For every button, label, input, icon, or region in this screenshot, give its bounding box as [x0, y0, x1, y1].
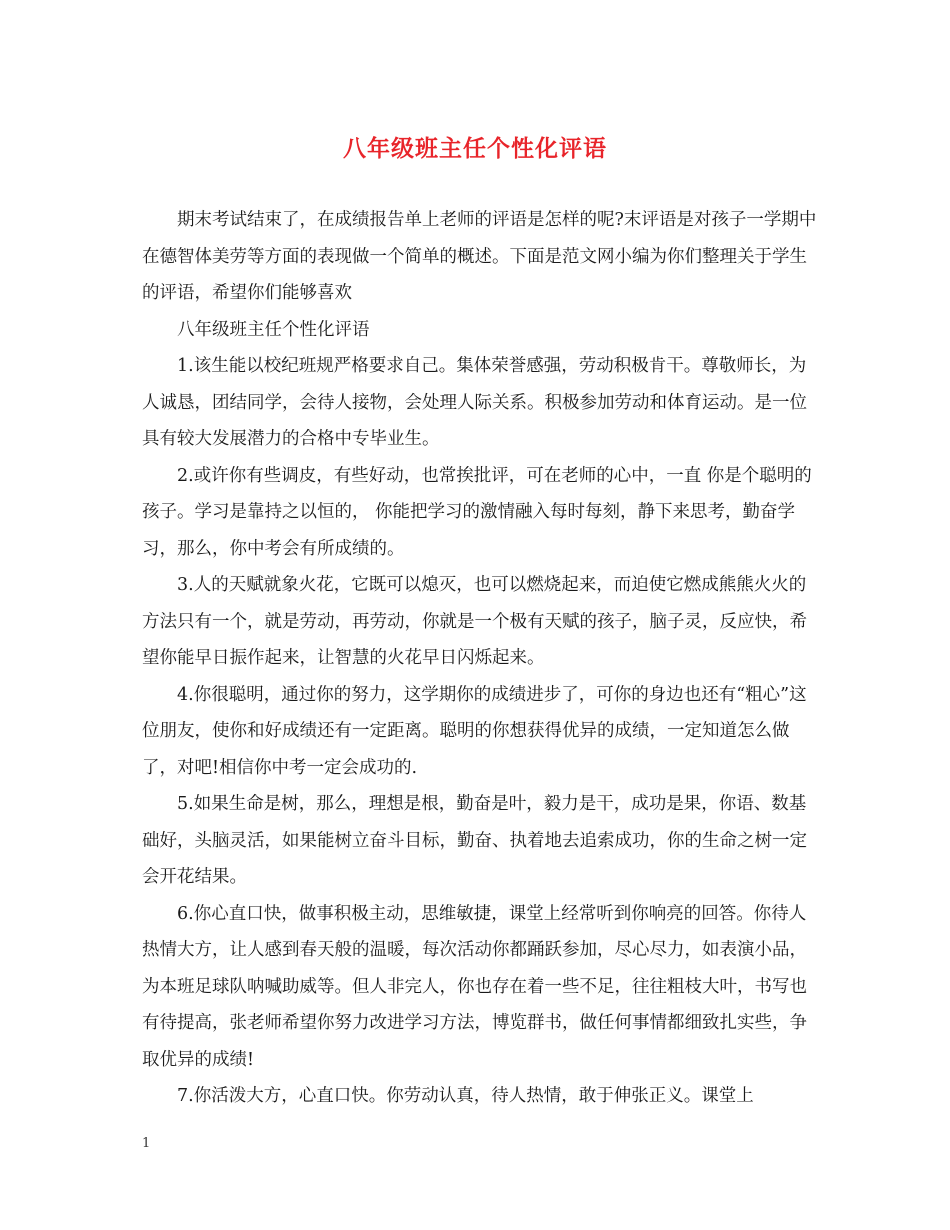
comment-paragraph-3: 3.人的天赋就象火花，它既可以熄灭，也可以燃烧起来，而迫使它燃成熊熊火火的方法只有一个，就是劳动，再劳动，你就是一个极有天赋的孩子，脑子灵，反应快，希望你能早日振作起来，让智慧的火花早日闪烁起来。 — [142, 575, 807, 668]
page-number: 1 — [142, 1136, 151, 1151]
comment-paragraph-5: 5.如果生命是树，那么，理想是根，勤奋是叶，毅力是干，成功是果，你语、数基础好，头脑灵活，如果能树立奋斗目标，勤奋、执着地去追索成功，你的生命之树一定会开花结果。 — [142, 794, 807, 887]
comment-paragraph-4: 4.你很聪明，通过你的努力，这学期你的成绩进步了，可你的身边也还有“粗心”这位朋友，使你和好成绩还有一定距离。聪明的你想获得优异的成绩，一定知道怎么做了，对吧!相信你中考一定会成功的. — [142, 684, 807, 778]
intro-paragraph: 期末考试结束了，在成绩报告单上老师的评语是怎样的呢?末评语是对孩子一学期中在德智体美劳等方面的表现做一个简单的概述。下面是范文网小编为你们整理关于学生的评语，希望你们能够喜欢 — [142, 210, 817, 303]
document-title: 八年级班主任个性化评语 — [343, 135, 607, 162]
comment-paragraph-2: 2.或许你有些调皮，有些好动，也常挨批评，可在老师的心中，一直 你是个聪明的孩子。学习是靠持之以恒的， 你能把学习的激情融入每时每刻，静下来思考，勤奋学习，那么，你中考会有所成绩的。 — [142, 465, 812, 559]
section-subtitle: 八年级班主任个性化评语 — [177, 319, 370, 340]
comment-paragraph-7: 7.你活泼大方，心直口快。你劳动认真，待人热情，敢于伸张正义。课堂上 — [177, 1086, 754, 1106]
document-body — [142, 202, 818, 1115]
comment-paragraph-1: 1.该生能以校纪班规严格要求自己。集体荣誉感强，劳动积极肯干。尊敬师长，为人诚恳，团结同学，会待人接物，会处理人际关系。积极参加劳动和体育运动。是一位具有较大发展潜力的合格中专毕业生。 — [142, 356, 807, 449]
comment-paragraph-6: 6.你心直口快，做事积极主动，思维敏捷，课堂上经常听到你响亮的回答。你待人热情大方，让人感到春天般的温暖，每次活动你都踊跃参加，尽心尽力，如表演小品，为本班足球队呐喊助威等。但人非完人，你也存在着一些不足，往往粗枝大叶，书写也有待提高，张老师希望你努力改进学习方法，博览群书，做任何事情都细致扎实些，争取优异的成绩! — [142, 903, 807, 1070]
